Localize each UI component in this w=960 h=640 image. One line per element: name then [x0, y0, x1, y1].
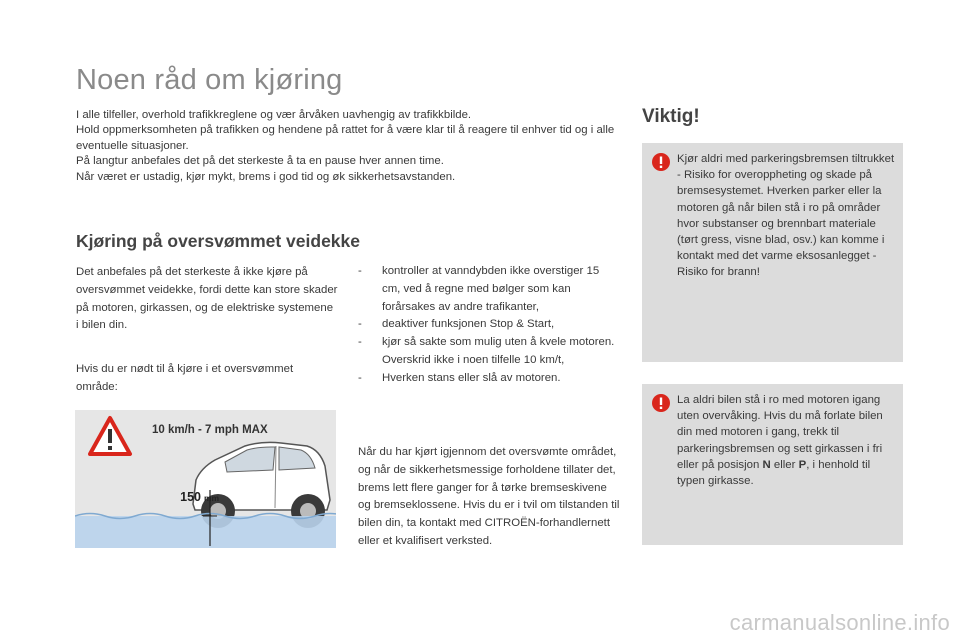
warning-icon	[652, 394, 670, 412]
watermark: carmanualsonline.info	[729, 610, 950, 635]
list-item: - kontroller at vanndybden ikke overstiger 15 cm, ved å regne med bølger som kan forårsakes av andre trafikanter,	[358, 263, 620, 316]
flood-instructions-list	[358, 263, 620, 388]
flood-paragraph	[76, 264, 338, 335]
warning-icon	[652, 153, 670, 171]
gear-position-n: N	[762, 458, 771, 471]
car-in-water-illustration	[75, 410, 336, 548]
car-icon	[193, 442, 330, 528]
flood-illustration	[75, 410, 336, 548]
important-note-unattended	[642, 384, 903, 545]
intro-text	[76, 108, 624, 185]
section-heading: Kjøring på oversvømmet veidekke	[76, 231, 360, 251]
gear-position-p: P	[798, 458, 807, 471]
warning-triangle-icon	[90, 418, 130, 454]
note-text	[677, 392, 895, 489]
page-title: Noen råd om kjøring	[76, 64, 343, 96]
depth-value: 150	[180, 490, 201, 504]
important-note-parking-brake	[642, 143, 903, 362]
note-text-part: La aldri bilen stå i ro med motoren igang uten overvåking. Hvis du må forlate bilen din med motoren i gang, trekk til parkeringsbremsen og sett girkassen i fri eller på posisjon	[677, 394, 883, 471]
intro-line: Når været er ustadig, kjør mykt, brems i god tid og øk sikkerhetsavstanden.	[76, 170, 456, 183]
after-flood-text: Når du har kjørt igjennom det oversvømte området, og når de sikkerhetsmessige forholdene tillater det, brems lett flere ganger for å tørke bremseskivene og bremseklossene. Hvis du er i tvil om tilstanden til bilen din, ta kontakt med CITROËN-forhandlernett eller et kvalifisert verksted.	[358, 446, 620, 547]
list-item: - deaktiver funksjonen Stop & Start,	[358, 316, 620, 334]
important-heading: Viktig!	[642, 106, 700, 127]
flood-instructions-intro: Hvis du er nødt til å kjøre i et oversvømmet område:	[76, 363, 294, 393]
note-text-part: eller	[770, 458, 799, 471]
note-text: Kjør aldri med parkeringsbremsen tiltrukket - Risiko for overoppheting og skade på bremsesystemet. Hverken parker eller la motoren gå når bilen stå i ro på områder hvor substanser og brennbart materiale (tørt gress, visne blad, osv.) kan komme i kontakt med det varme eksosanlegget - Risiko for brann!	[677, 153, 895, 279]
depth-unit: mm	[204, 493, 220, 503]
intro-line: På langtur anbefales det på det sterkeste å ta en pause hver annen time.	[76, 155, 444, 168]
flood-text: Det anbefales på det sterkeste å ikke kjøre på oversvømmet veidekke, fordi dette kan store skader på motoren, girkassen, og de elektriske systemene i bilen din.	[76, 266, 338, 332]
list-item: - kjør så sakte som mulig uten å kvele motoren. Overskrid ikke i noen tilfelle 10 km/t,	[358, 334, 620, 370]
list-item: - Hverken stans eller slå av motoren.	[358, 370, 620, 388]
note-text-part: , i henhold til typen girkasse.	[677, 458, 871, 488]
intro-line: I alle tilfeller, overhold trafikkreglene og vær årvåken uavhengig av trafikkbilde.	[76, 109, 472, 121]
speed-limit-label: 10 km/h - 7 mph MAX	[152, 424, 268, 436]
intro-line: Hold oppmerksomheten på trafikken og hendene på rattet for å være klar til å reagere til enhver tid og i alle eventuelle situasjoner.	[76, 124, 615, 152]
